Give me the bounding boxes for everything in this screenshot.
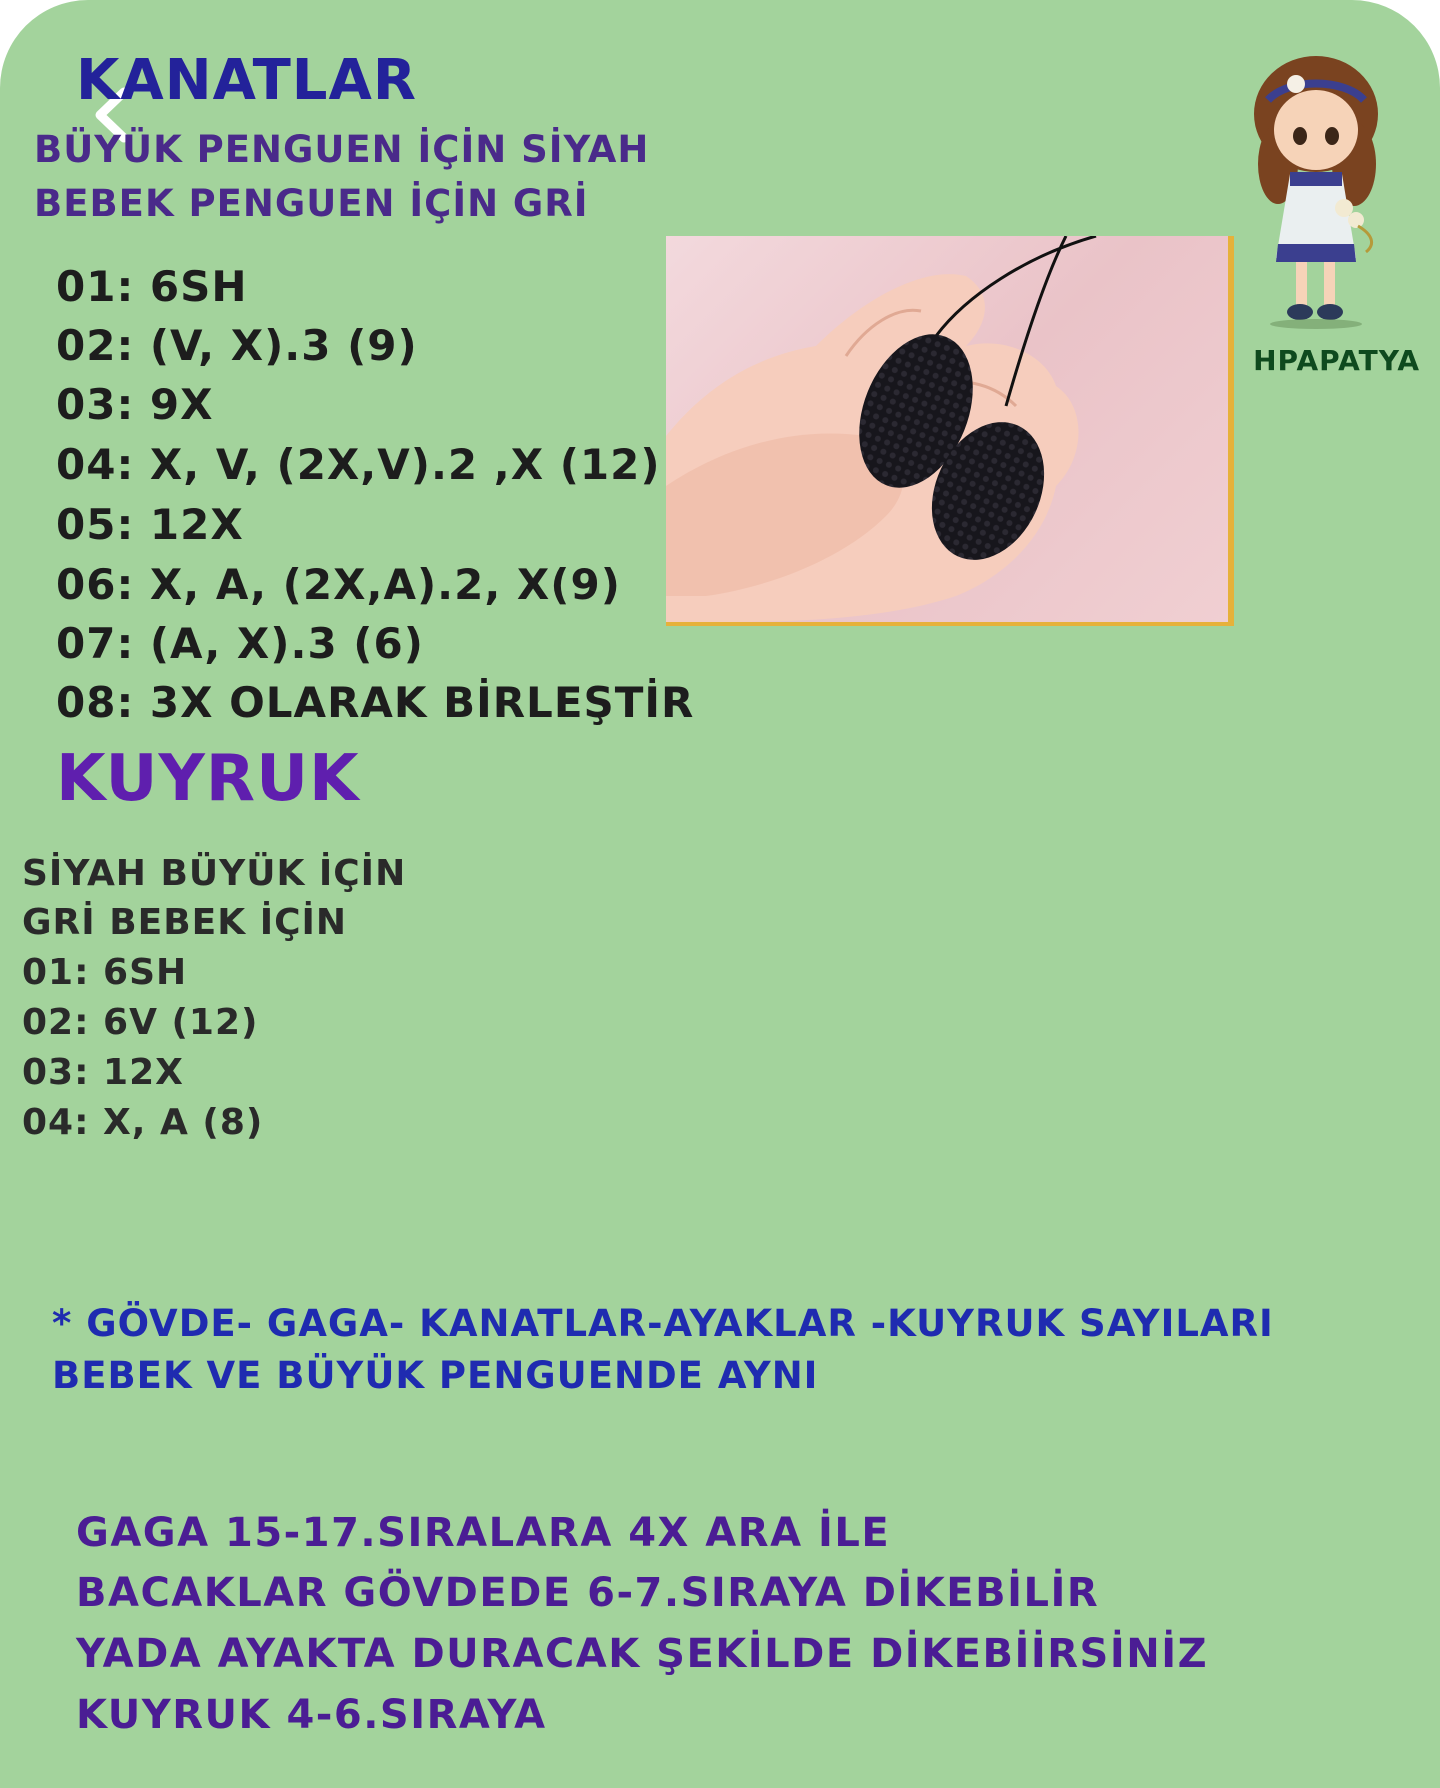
wings-row: 05: 12X (56, 500, 244, 549)
watermark-label: HPAPATYA (1253, 344, 1420, 377)
assembly-instruction: YADA AYAKTA DURACAK ŞEKİLDE DİKEBİİRSİNİZ (76, 1631, 1209, 1677)
wings-row: 06: X, A, (2X,A).2, X(9) (56, 560, 621, 609)
crochet-wings-photo (666, 236, 1234, 626)
wings-row: 03: 9X (56, 380, 214, 429)
assembly-instruction: KUYRUK 4-6.SIRAYA (76, 1692, 547, 1738)
tail-color-note: SİYAH BÜYÜK İÇİN (22, 853, 407, 894)
wings-row: 07: (A, X).3 (6) (56, 619, 424, 668)
wings-color-note: BÜYÜK PENGUEN İÇİN SİYAH (34, 128, 650, 171)
wings-row: 08: 3X OLARAK BİRLEŞTİR (56, 678, 695, 727)
tail-row: 02: 6V (12) (22, 1002, 259, 1043)
wings-title: KANATLAR (76, 48, 417, 113)
wings-color-note: BEBEK PENGUEN İÇİN GRİ (34, 182, 589, 225)
tail-row: 04: X, A (8) (22, 1102, 264, 1143)
tail-row: 03: 12X (22, 1052, 184, 1093)
wings-row: 04: X, V, (2X,V).2 ,X (12) (56, 440, 661, 489)
tail-title: KUYRUK (56, 742, 360, 816)
girl-logo-illustration (1238, 44, 1388, 330)
shared-counts-note: * GÖVDE- GAGA- KANATLAR-AYAKLAR -KUYRUK SAYILARI (52, 1302, 1274, 1345)
tail-row: 01: 6SH (22, 952, 188, 993)
shared-counts-note: BEBEK VE BÜYÜK PENGUENDE AYNI (52, 1354, 819, 1397)
tail-color-note: GRİ BEBEK İÇİN (22, 902, 348, 943)
crochet-wings-image (666, 236, 1228, 622)
wings-row: 01: 6SH (56, 262, 248, 311)
assembly-instruction: BACAKLAR GÖVDEDE 6-7.SIRAYA DİKEBİLİR (76, 1570, 1100, 1616)
assembly-instruction: GAGA 15-17.SIRALARA 4X ARA İLE (76, 1510, 891, 1556)
wings-row: 02: (V, X).3 (9) (56, 321, 418, 370)
